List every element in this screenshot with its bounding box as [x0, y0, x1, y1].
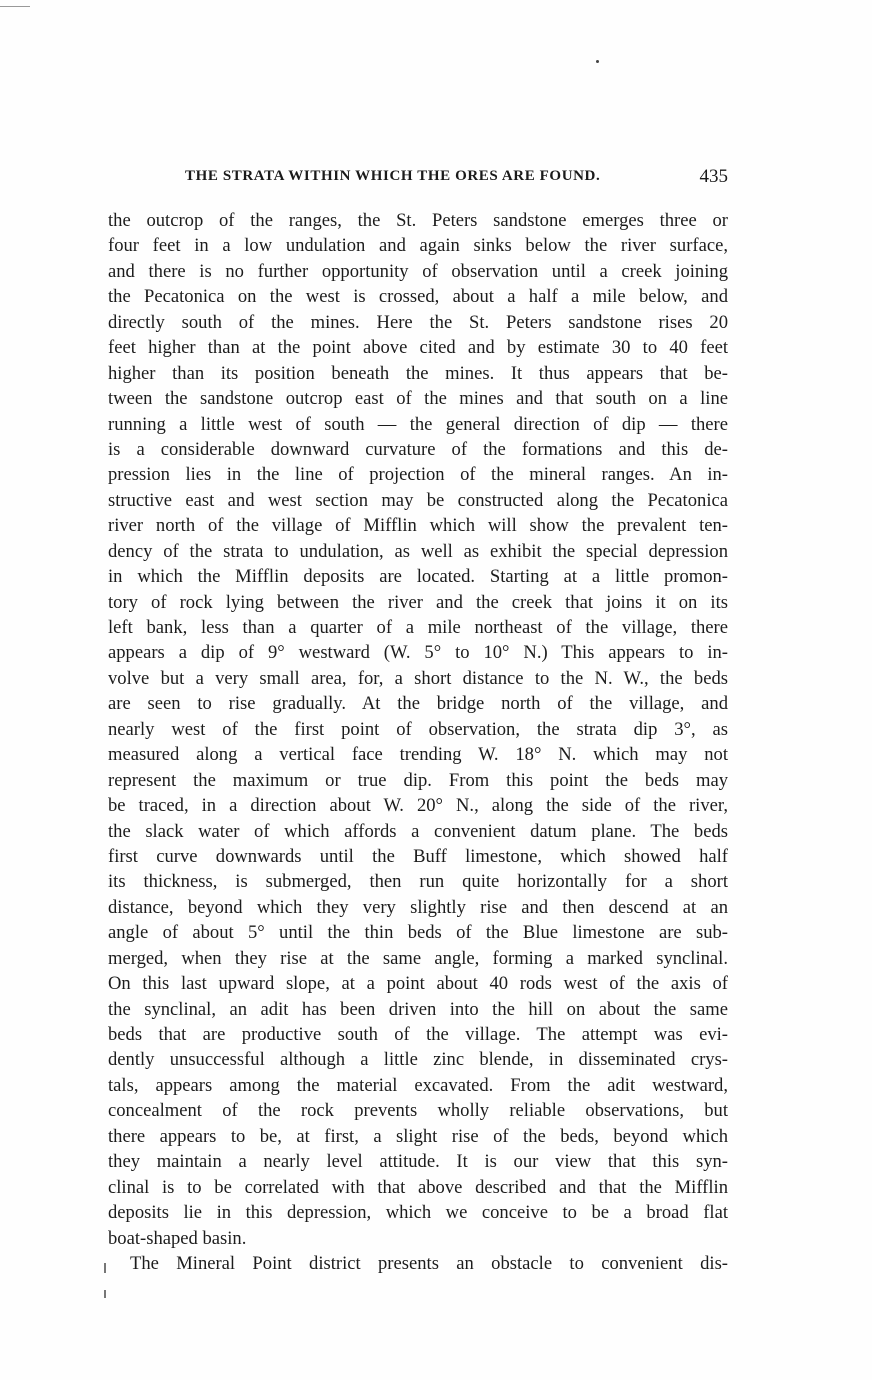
text-line: dency of the strata to undulation, as well as exhibit the special depression: [108, 540, 728, 562]
text-line: they maintain a nearly level attitude. It is our view that this syn-: [108, 1151, 728, 1173]
text-line: its thickness, is submerged, then run quite horizontally for a short: [108, 871, 728, 893]
text-line: there appears to be, at first, a slight rise of the beds, beyond which: [108, 1125, 728, 1147]
scan-speck: [596, 60, 599, 63]
text-line: deposits lie in this depression, which we conceive to be a broad flat: [108, 1202, 728, 1224]
text-line: appears a dip of 9° westward (W. 5° to 10° N.) This appears to in-: [108, 642, 728, 664]
text-line: and there is no further opportunity of observation until a creek joining: [108, 260, 728, 282]
text-line: concealment of the rock prevents wholly reliable observations, but: [108, 1100, 728, 1122]
text-line: higher than its position beneath the mines. It thus appears that be-: [108, 362, 728, 384]
text-line: feet higher than at the point above cited and by estimate 30 to 40 feet: [108, 337, 728, 359]
paragraph: [108, 208, 728, 1251]
text-line: boat-shaped basin.: [108, 1227, 247, 1249]
text-line: tween the sandstone outcrop east of the mines and that south on a line: [108, 388, 728, 410]
text-line: the Pecatonica on the west is crossed, about a half a mile below, and: [108, 286, 728, 308]
paragraph: [108, 1251, 728, 1276]
text-line: tory of rock lying between the river and the creek that joins it on its: [108, 591, 728, 613]
text-line: the slack water of which affords a convenient datum plane. The beds: [108, 820, 728, 842]
text-line: pression lies in the line of projection of the mineral ranges. An in-: [108, 464, 728, 486]
scan-speck: [104, 1263, 106, 1273]
text-line: represent the maximum or true dip. From this point the beds may: [108, 769, 728, 791]
scan-speck: [0, 6, 30, 7]
text-line: the outcrop of the ranges, the St. Peters sandstone emerges three or: [108, 210, 728, 231]
text-line: beds that are productive south of the village. The attempt was evi-: [108, 1024, 728, 1045]
text-line: is a considerable downward curvature of the formations and this de-: [108, 438, 728, 460]
text-line: running a little west of south — the general direction of dip — there: [108, 413, 728, 435]
text-line: river north of the village of Mifflin which will show the prevalent ten-: [108, 515, 728, 537]
text-line: The Mineral Point district presents an obstacle to convenient dis-: [130, 1252, 728, 1274]
running-title: THE STRATA WITHIN WHICH THE ORES ARE FOUND.: [185, 168, 601, 184]
text-line: structive east and west section may be constructed along the Pecatonica: [108, 489, 728, 511]
text-line: directly south of the mines. Here the St. Peters sandstone rises 20: [108, 311, 728, 333]
text-line: volve but a very small area, for, a short distance to the N. W., the beds: [108, 667, 728, 689]
text-line: clinal is to be correlated with that above described and that the Mifflin: [108, 1176, 728, 1198]
text-line: be traced, in a direction about W. 20° N., along the side of the river,: [108, 795, 728, 817]
page-number: 435: [699, 166, 728, 187]
text-line: tals, appears among the material excavated. From the adit westward,: [108, 1074, 728, 1096]
text-line: are seen to rise gradually. At the bridge north of the village, and: [108, 693, 728, 715]
text-line: dently unsuccessful although a little zinc blende, in disseminated crys-: [108, 1049, 728, 1071]
text-line: first curve downwards until the Buff limestone, which showed half: [108, 845, 728, 867]
text-line: distance, beyond which they very slightly rise and then descend at an: [108, 896, 728, 918]
text-line: in which the Mifflin deposits are located. Starting at a little promon-: [108, 566, 728, 588]
text-line: measured along a vertical face trending W. 18° N. which may not: [108, 744, 728, 766]
text-line: On this last upward slope, at a point about 40 rods west of the axis of: [108, 973, 728, 995]
text-line: angle of about 5° until the thin beds of the Blue limestone are sub-: [108, 922, 728, 944]
text-line: left bank, less than a quarter of a mile northeast of the village, there: [108, 617, 728, 638]
text-line: the synclinal, an adit has been driven into the hill on about the same: [108, 998, 728, 1020]
text-line: nearly west of the first point of observation, the strata dip 3°, as: [108, 718, 728, 740]
text-line: merged, when they rise at the same angle, forming a marked synclinal.: [108, 947, 728, 969]
page-header: [108, 166, 728, 192]
text-line: four feet in a low undulation and again sinks below the river surface,: [108, 235, 728, 257]
scan-speck: [104, 1290, 106, 1298]
body-text: [108, 208, 728, 1276]
